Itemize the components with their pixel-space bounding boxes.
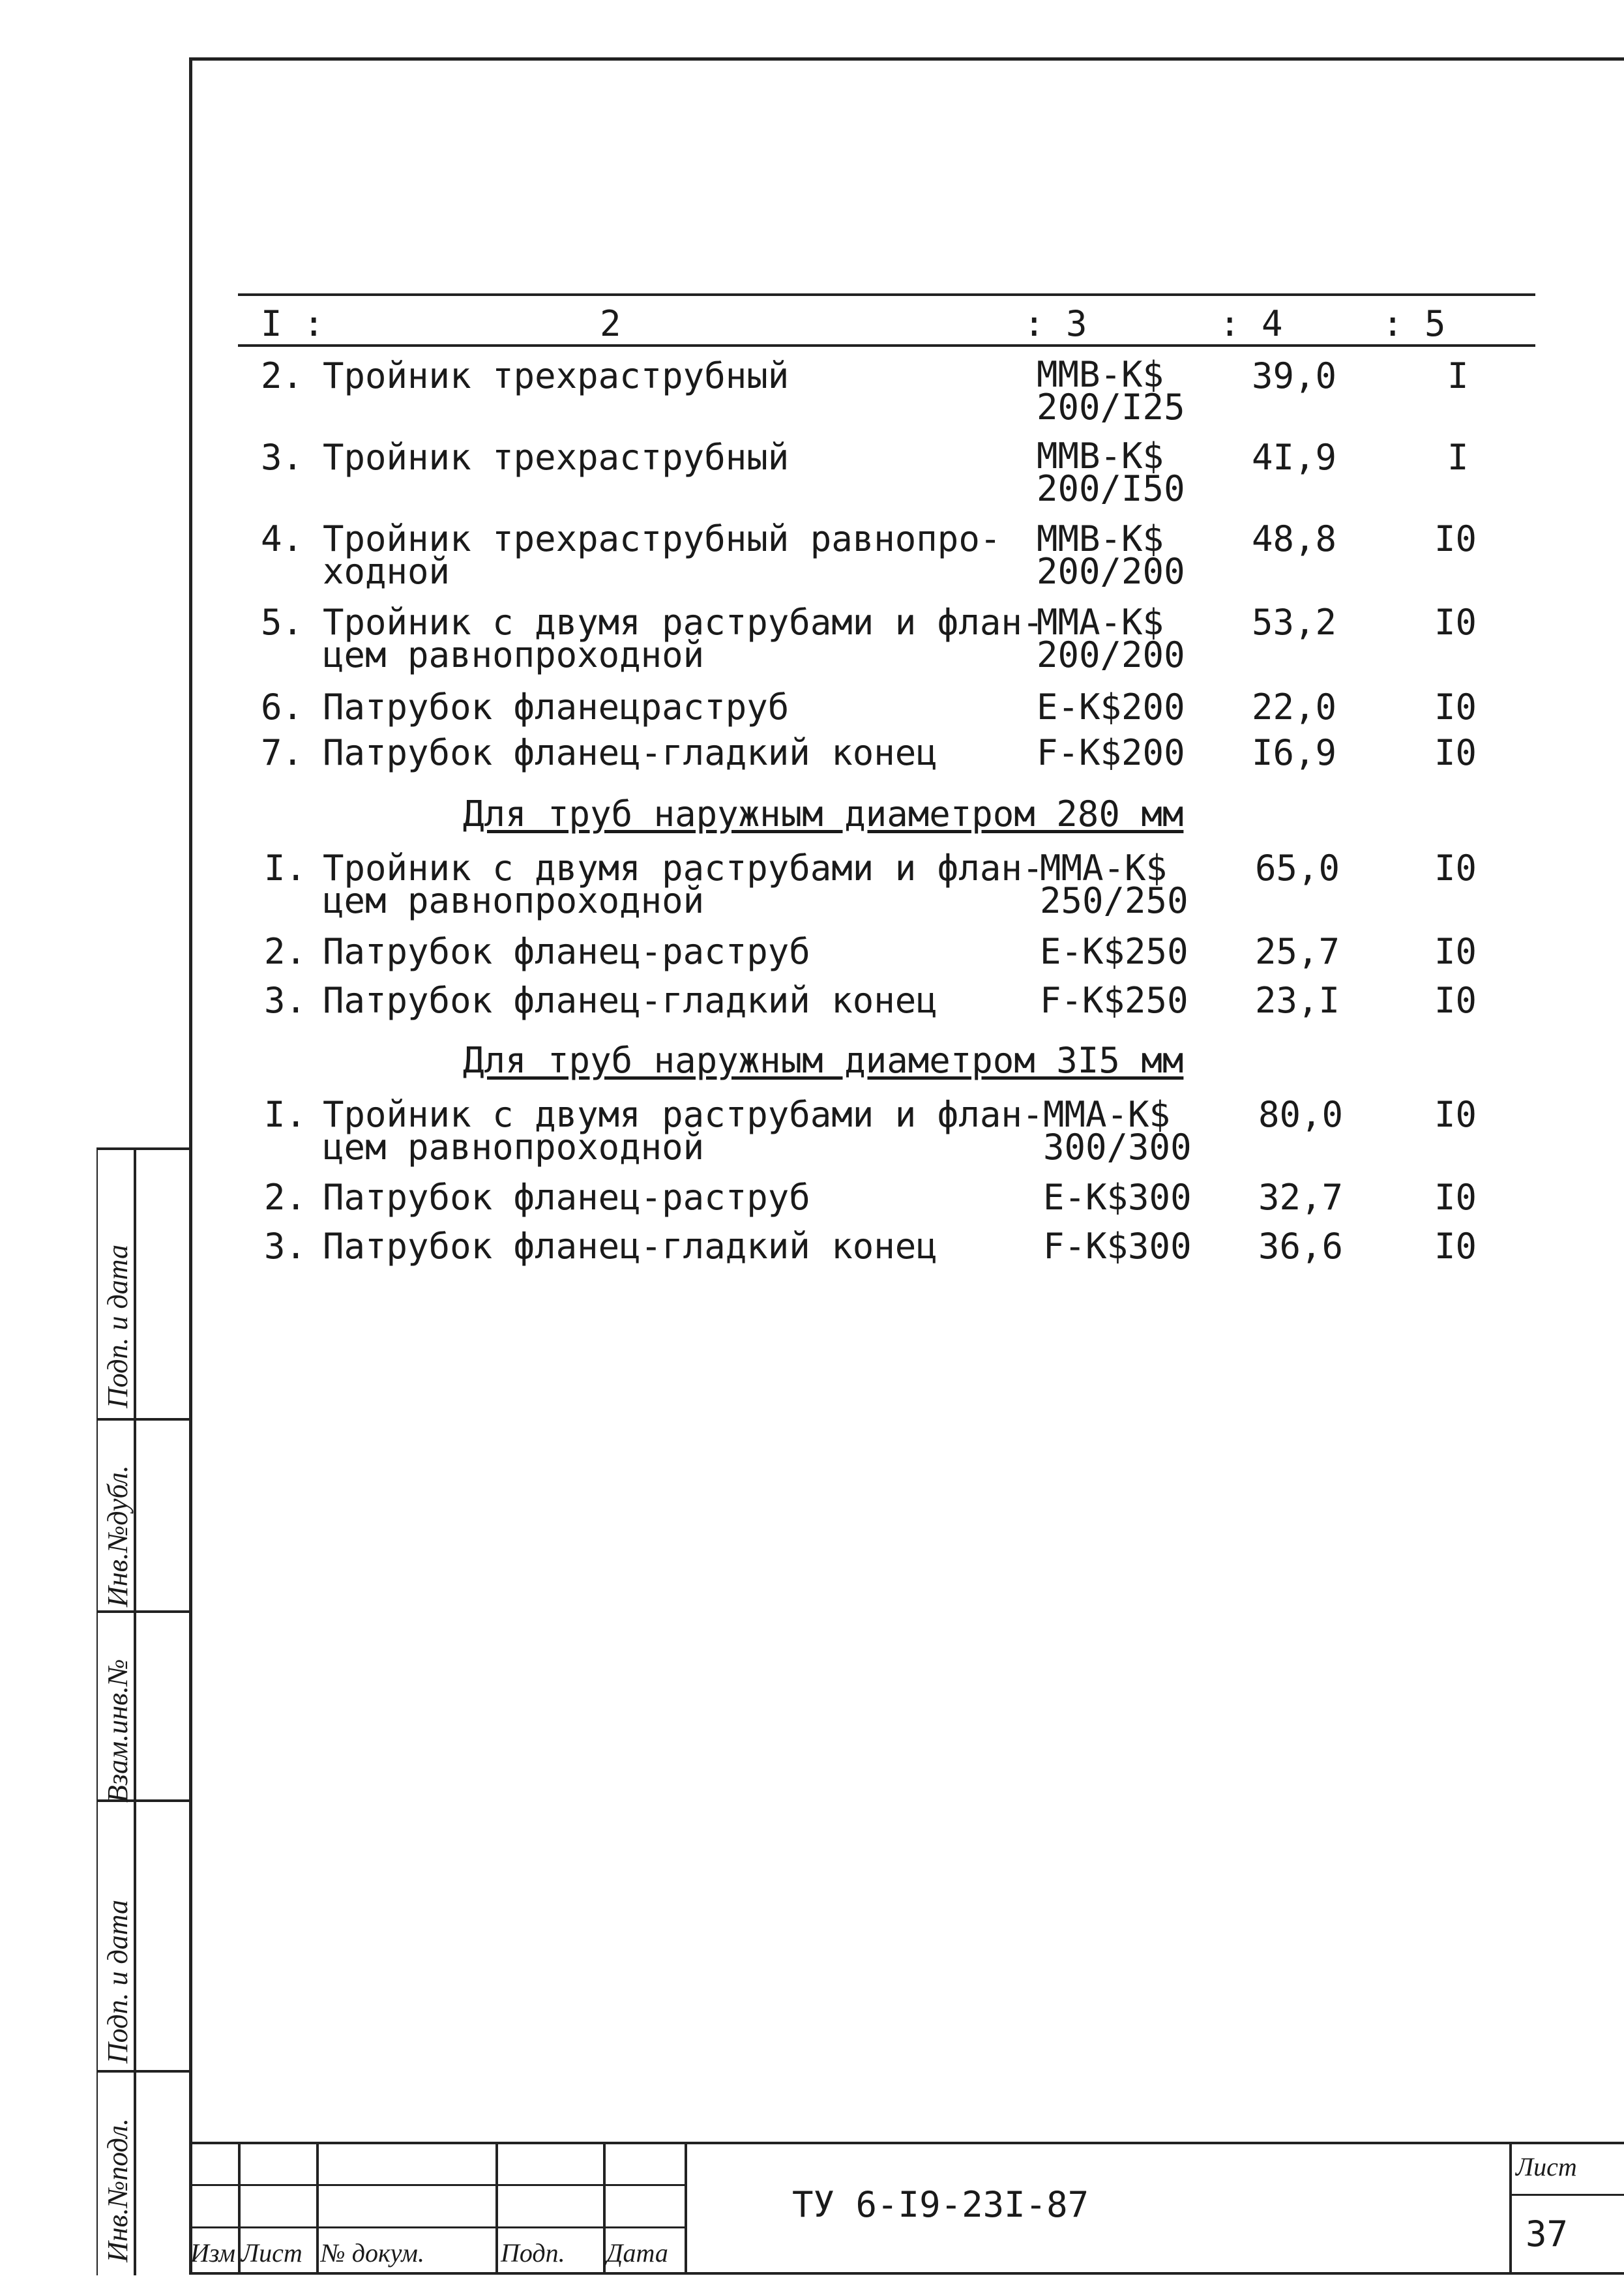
label-doc-num: № докум.: [321, 2238, 424, 2268]
row-name-2: цем равнопроходной: [323, 880, 705, 921]
side-label: Подп. и дата: [102, 1244, 134, 1408]
row-name: Патрубок фланец-гладкий конец: [323, 980, 937, 1021]
row-mass: 65,0: [1255, 848, 1340, 889]
side-divider: [96, 1610, 191, 1613]
row-name-2: цем равнопроходной: [323, 634, 705, 675]
row-qty: I0: [1434, 1177, 1477, 1218]
row-num: 3.: [264, 1226, 307, 1267]
row-qty: I0: [1434, 687, 1477, 728]
title-block-row: [189, 2184, 685, 2186]
title-block-col: [238, 2142, 241, 2272]
row-name: Тройник с двумя раструбами и флан-: [323, 602, 1044, 643]
row-num: I.: [264, 848, 307, 889]
page-frame-top: [189, 57, 1624, 61]
row-mass: 39,0: [1252, 355, 1337, 396]
title-block-col: [495, 2142, 498, 2272]
row-qty: I0: [1434, 980, 1477, 1021]
row-qty: I0: [1434, 1094, 1477, 1135]
row-mark: Е-К$250: [1040, 931, 1188, 972]
row-num: I.: [264, 1094, 307, 1135]
row-num: 6.: [261, 687, 304, 728]
row-qty: I: [1447, 355, 1469, 396]
title-block-top: [189, 2142, 1624, 2144]
row-name: Тройник трехраструбный равнопро-: [323, 518, 1001, 559]
row-name-2: ходной: [323, 551, 450, 592]
row-qty: I0: [1434, 1226, 1477, 1267]
title-block-row: [189, 2226, 685, 2228]
row-mass: 32,7: [1258, 1177, 1344, 1218]
row-name: Патрубок фланец-гладкий конец: [323, 1226, 937, 1267]
row-mark: F-К$250: [1040, 980, 1188, 1021]
row-num: 4.: [261, 518, 304, 559]
row-mass: 25,7: [1255, 931, 1340, 972]
row-mark-2: 200/200: [1037, 634, 1185, 675]
row-mark: ММВ-К$: [1037, 518, 1164, 559]
row-num: 3.: [264, 980, 307, 1021]
row-mark-2: 250/250: [1040, 880, 1188, 921]
row-num: 2.: [264, 931, 307, 972]
row-mark: Е-К$300: [1043, 1177, 1192, 1218]
section-title-315: Для труб наружным диаметром 3I5 мм: [463, 1040, 1184, 1081]
row-name: Тройник с двумя раструбами и флан-: [323, 1094, 1044, 1135]
side-divider: [96, 2070, 191, 2073]
label-sign: Подп.: [501, 2238, 565, 2268]
row-mass: 48,8: [1252, 518, 1337, 559]
row-mass: 36,6: [1258, 1226, 1344, 1267]
row-mark-2: 200/I50: [1037, 468, 1185, 509]
side-label: Инв.№подл.: [102, 2118, 134, 2262]
row-mark-2: 200/I25: [1037, 387, 1185, 428]
row-mass: 80,0: [1258, 1094, 1344, 1135]
side-label: Взам.инв.№: [102, 1659, 134, 1803]
section-title-280: Для труб наружным диаметром 280 мм: [463, 793, 1184, 835]
row-mark: F-К$300: [1043, 1226, 1192, 1267]
label-date: Дата: [606, 2238, 668, 2268]
row-mark: Е-К$200: [1037, 687, 1185, 728]
side-label: Инв.№дубл.: [102, 1465, 134, 1607]
side-stamp-inner: [96, 1147, 98, 2275]
sheet-label: Лист: [1516, 2152, 1577, 2181]
row-mass: I6,9: [1252, 732, 1337, 773]
row-name-2: цем равнопроходной: [323, 1127, 705, 1168]
row-qty: I: [1447, 437, 1469, 478]
row-mass: 22,0: [1252, 687, 1337, 728]
title-block-bottom: [189, 2272, 1624, 2275]
row-mark: ММА-К$: [1043, 1094, 1171, 1135]
row-mass: 4I,9: [1252, 437, 1337, 478]
row-name: Патрубок фланец-раструб: [323, 1177, 810, 1218]
table-top-rule: [238, 293, 1535, 296]
col-3-header: : 3: [1024, 303, 1087, 344]
row-num: 2.: [264, 1177, 307, 1218]
row-qty: I0: [1434, 732, 1477, 773]
row-num: 3.: [261, 437, 304, 478]
sheet-number: 37: [1526, 2213, 1569, 2254]
title-block-col: [603, 2142, 606, 2272]
col-4-header: : 4: [1219, 303, 1283, 344]
row-mark-2: 300/300: [1043, 1127, 1192, 1168]
row-mass: 23,I: [1255, 980, 1340, 1021]
row-name: Патрубок фланец-раструб: [323, 931, 810, 972]
row-mark: ММВ-К$: [1037, 436, 1164, 477]
page-frame-left: [189, 57, 192, 2274]
row-name: Тройник трехраструбный: [323, 355, 790, 396]
document-code: ТУ 6-I9-23I-87: [792, 2184, 1089, 2225]
col-5-header: : 5: [1382, 303, 1446, 344]
row-name: Патрубок фланецраструб: [323, 687, 790, 728]
row-qty: I0: [1434, 518, 1477, 559]
row-num: 5.: [261, 602, 304, 643]
label-list: Лист: [241, 2238, 303, 2268]
row-num: 2.: [261, 355, 304, 396]
row-qty: I0: [1434, 931, 1477, 972]
label-izm: Изм: [190, 2238, 236, 2268]
row-name: Тройник с двумя раструбами и флан-: [323, 848, 1044, 889]
col-1-header: I :: [261, 303, 325, 344]
row-num: 7.: [261, 732, 304, 773]
row-qty: I0: [1434, 602, 1477, 643]
row-mark: ММА-К$: [1037, 602, 1164, 643]
row-mark-2: 200/200: [1037, 551, 1185, 592]
row-name: Тройник трехраструбный: [323, 437, 790, 478]
sheet-divider: [1509, 2194, 1624, 2196]
row-mark: F-К$200: [1037, 732, 1185, 773]
side-divider: [96, 1418, 191, 1421]
side-divider: [96, 1147, 191, 1150]
title-block-col: [1509, 2142, 1512, 2272]
title-block-col: [316, 2142, 319, 2272]
table-header-rule: [238, 344, 1535, 347]
col-2-header: 2: [600, 303, 621, 344]
row-mark: ММВ-К$: [1037, 354, 1164, 395]
row-mass: 53,2: [1252, 602, 1337, 643]
row-mark: ММА-К$: [1040, 848, 1168, 889]
side-label: Подп. и дата: [102, 1899, 134, 2063]
row-name: Патрубок фланец-гладкий конец: [323, 732, 937, 773]
title-block-col: [685, 2142, 687, 2272]
row-qty: I0: [1434, 848, 1477, 889]
